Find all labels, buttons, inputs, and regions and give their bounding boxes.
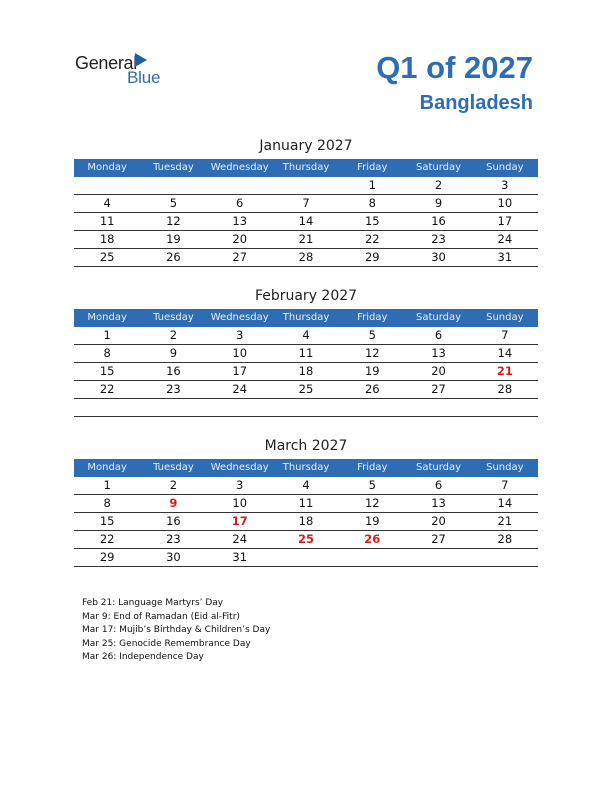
weekday-label: Sunday: [486, 462, 524, 473]
week-row: [74, 345, 538, 363]
day-cell: 12: [166, 214, 181, 228]
day-cell: 16: [431, 214, 446, 228]
day-cell: 23: [166, 382, 181, 396]
day-cell: 4: [103, 196, 111, 210]
weekday-label: Monday: [87, 162, 127, 173]
weekday-header: [74, 159, 538, 177]
day-cell: 5: [368, 328, 376, 342]
day-cell: 30: [166, 550, 181, 564]
day-cell: [472, 399, 538, 416]
weekday-label: Thursday: [282, 312, 330, 323]
week-row: [74, 195, 538, 213]
holiday-note: Mar 25: Genocide Remembrance Day: [82, 638, 251, 649]
weekday-label: Sunday: [486, 162, 524, 173]
day-cell: 4: [302, 478, 310, 492]
day-cell: 4: [302, 328, 310, 342]
day-cell: 8: [103, 346, 111, 360]
day-cell: 10: [232, 346, 248, 360]
day-cell: 14: [497, 346, 513, 360]
month-title: January 2027: [259, 138, 353, 154]
week-row: [74, 177, 538, 195]
day-cell: 21: [497, 514, 513, 528]
day-cell: 13: [232, 214, 248, 228]
day-cell: 7: [501, 328, 509, 342]
logo-triangle-icon: [135, 53, 147, 67]
day-cell: 7: [302, 196, 310, 210]
day-cell: 5: [368, 478, 376, 492]
day-cell: [339, 549, 405, 566]
page-title: Q1 of 2027: [376, 50, 533, 85]
day-cell: [405, 549, 471, 566]
weekday-label: Monday: [87, 312, 127, 323]
day-cell: 11: [298, 496, 314, 510]
day-cell: 28: [497, 532, 513, 546]
day-cell: 30: [431, 250, 446, 264]
day-cell: 2: [169, 328, 178, 342]
day-cell: 23: [166, 532, 181, 546]
weekday-label: Sunday: [486, 312, 524, 323]
weekday-label: Thursday: [282, 162, 330, 173]
day-cell: 11: [298, 346, 314, 360]
day-cell: [207, 177, 273, 194]
day-cell: 6: [434, 328, 443, 342]
day-cell: [74, 177, 140, 194]
month-february: [74, 287, 538, 417]
weekday-label: Saturday: [416, 162, 462, 173]
month-title: February 2027: [254, 288, 358, 304]
weekday-label: Friday: [357, 462, 388, 473]
weekday-label: Tuesday: [153, 162, 194, 173]
weekday-label: Wednesday: [210, 312, 269, 323]
day-cell: 3: [501, 178, 509, 192]
day-cell: 14: [497, 496, 513, 510]
day-cell: 18: [298, 514, 314, 528]
week-row: [74, 213, 538, 231]
logo-blue-text: Blue: [127, 68, 161, 87]
day-cell: 14: [298, 214, 314, 228]
day-cell: 7: [501, 478, 509, 492]
day-cell: 3: [236, 478, 244, 492]
day-cell: 19: [364, 364, 380, 378]
day-cell: 16: [166, 514, 181, 528]
weekday-label: Tuesday: [153, 462, 194, 473]
day-cell: [405, 399, 471, 416]
day-cell: 20: [232, 232, 248, 246]
weekday-label: Thursday: [282, 462, 330, 473]
day-cell: 25: [298, 382, 314, 396]
day-cell: 20: [431, 514, 446, 528]
day-cell: 1: [103, 478, 111, 492]
day-cell: 22: [99, 532, 115, 546]
day-cell: [207, 399, 273, 416]
day-cell: [273, 549, 339, 566]
weekday-label: Friday: [357, 162, 388, 173]
month-title: March 2027: [264, 438, 348, 454]
day-cell: 20: [431, 364, 446, 378]
weekday-header: [74, 309, 538, 327]
day-cell: 23: [431, 232, 446, 246]
week-row: [74, 531, 538, 549]
day-cell: 22: [364, 232, 380, 246]
holiday-note: Feb 21: Language Martyrs’ Day: [82, 598, 224, 608]
day-cell: 12: [364, 346, 380, 360]
week-row: [74, 399, 538, 417]
month-march: [74, 437, 538, 567]
day-cell: 18: [298, 364, 314, 378]
day-cell: 6: [434, 478, 443, 492]
day-cell: 26: [166, 250, 181, 264]
day-cell: 27: [431, 532, 446, 546]
day-cell: 12: [364, 496, 380, 510]
weekday-label: Friday: [357, 312, 388, 323]
week-row: [74, 513, 538, 531]
day-cell: 15: [99, 364, 115, 378]
weekday-header: [74, 459, 538, 477]
week-row: [74, 231, 538, 249]
weekday-label: Wednesday: [210, 162, 269, 173]
day-cell: 8: [103, 496, 111, 510]
day-cell: 9: [169, 346, 178, 360]
day-cell: 24: [497, 232, 513, 246]
day-cell: 5: [169, 196, 178, 210]
weekday-label: Monday: [87, 462, 127, 473]
day-cell: 15: [99, 514, 115, 528]
day-cell: 31: [497, 250, 513, 264]
weekday-label: Saturday: [416, 462, 462, 473]
holiday-note: Mar 9: End of Ramadan (Eid al-Fitr): [82, 611, 240, 622]
day-cell: 9: [169, 496, 178, 510]
day-cell: 15: [364, 214, 380, 228]
day-cell: 16: [166, 364, 181, 378]
week-row: [74, 549, 538, 567]
day-cell: 6: [236, 196, 244, 210]
day-cell: 19: [166, 232, 181, 246]
day-cell: 10: [232, 496, 248, 510]
day-cell: 22: [99, 382, 115, 396]
day-cell: 25: [99, 250, 115, 264]
day-cell: 17: [497, 214, 513, 228]
day-cell: 10: [497, 196, 513, 210]
day-cell: 8: [368, 196, 376, 210]
week-row: [74, 381, 538, 399]
day-cell: 29: [99, 550, 115, 564]
day-cell: 11: [99, 214, 115, 228]
day-cell: 25: [297, 532, 314, 546]
day-cell: [472, 549, 538, 566]
day-cell: 9: [434, 196, 443, 210]
day-cell: [339, 399, 405, 416]
day-cell: 13: [431, 496, 446, 510]
day-cell: [273, 399, 339, 416]
day-cell: 13: [431, 346, 446, 360]
month-january: [74, 137, 538, 267]
weekday-label: Tuesday: [153, 312, 194, 323]
day-cell: 29: [364, 250, 380, 264]
day-cell: 31: [232, 550, 248, 564]
day-cell: 18: [99, 232, 115, 246]
day-cell: 1: [368, 178, 376, 192]
day-cell: 2: [169, 478, 178, 492]
holiday-notes: [82, 597, 382, 665]
day-cell: [273, 177, 339, 194]
day-cell: 21: [298, 232, 314, 246]
day-cell: 27: [232, 250, 248, 264]
day-cell: 28: [497, 382, 513, 396]
week-row: [74, 495, 538, 513]
day-cell: 21: [496, 364, 513, 378]
day-cell: 3: [236, 328, 244, 342]
holiday-note: Mar 26: Independence Day: [82, 652, 204, 663]
day-cell: [140, 177, 206, 194]
day-cell: 19: [364, 514, 380, 528]
week-row: [74, 249, 538, 267]
country-name: Bangladesh: [419, 92, 533, 114]
day-cell: 24: [232, 532, 248, 546]
weekday-label: Saturday: [416, 312, 462, 323]
logo-general-text: General: [75, 53, 137, 73]
day-cell: 17: [231, 514, 248, 528]
week-row: [74, 477, 538, 495]
week-row: [74, 327, 538, 345]
day-cell: [74, 399, 140, 416]
weekday-label: Wednesday: [210, 462, 269, 473]
day-cell: [140, 399, 206, 416]
day-cell: 28: [298, 250, 314, 264]
day-cell: 1: [103, 328, 111, 342]
day-cell: 2: [434, 178, 443, 192]
day-cell: 26: [364, 532, 381, 546]
day-cell: 24: [232, 382, 248, 396]
day-cell: 17: [232, 364, 248, 378]
week-row: [74, 363, 538, 381]
holiday-note: Mar 17: Mujib’s Birthday & Children’s Day: [82, 625, 271, 636]
day-cell: 26: [364, 382, 380, 396]
generalblue-logo: [75, 53, 175, 93]
day-cell: 27: [431, 382, 446, 396]
